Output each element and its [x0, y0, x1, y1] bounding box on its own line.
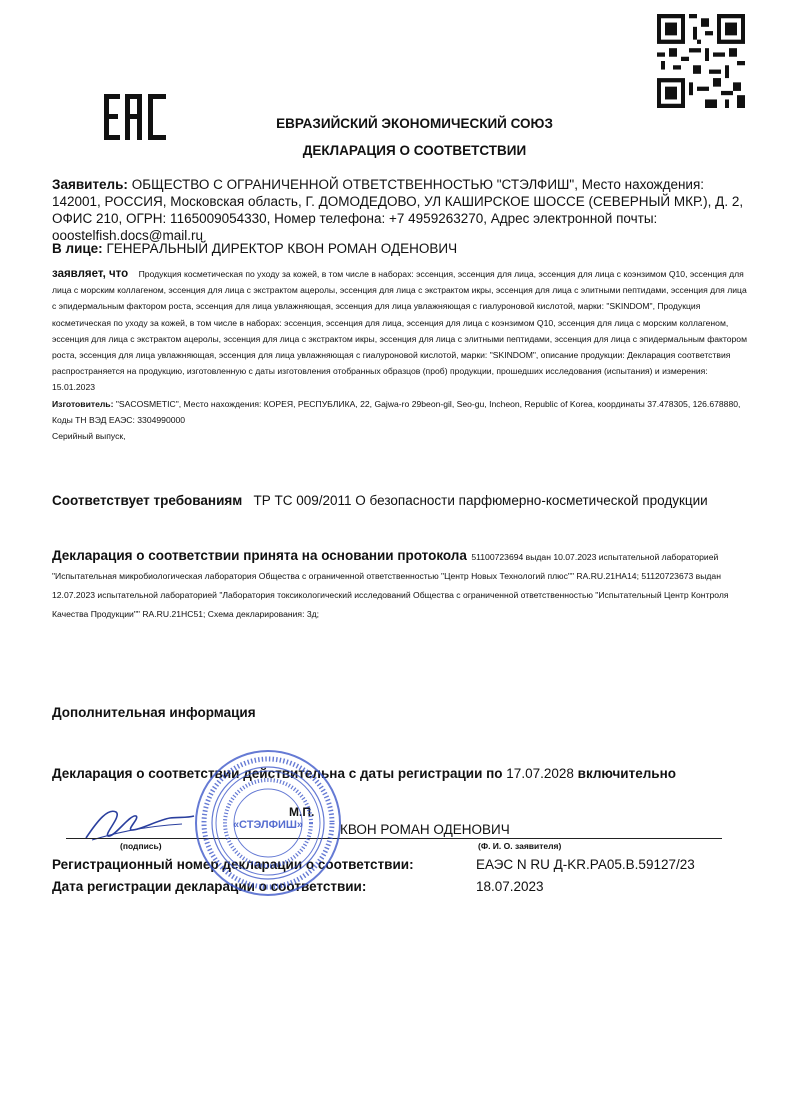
applicant-block	[52, 176, 752, 244]
applicant-label: Заявитель:	[52, 177, 128, 192]
company-stamp	[193, 748, 343, 898]
conformity-label: Соответствует требованиям	[52, 493, 243, 508]
basis-label: Декларация о соответствии принята на основании протокола	[52, 548, 467, 563]
manufacturer-text: "SACOSMETIC", Место нахождения: КОРЕЯ, РЕСПУБЛИКА, 22, Gajwa-ro 29beon-gil, Seo-gu, Incheon, Republic of Korea, координаты 37.478305, 126.678880,	[115, 398, 741, 409]
seal-placeholder-label: М.П.	[289, 805, 315, 819]
document-title: ДЕКЛАРАЦИЯ О СООТВЕТСТВИИ	[302, 143, 527, 158]
validity-date: 17.07.2028	[506, 766, 574, 781]
series-type: Серийный выпуск,	[52, 431, 126, 442]
basis-block	[52, 547, 752, 623]
validity-suffix: включительно	[577, 766, 676, 781]
declares-block	[52, 266, 752, 444]
additional-info-heading: Дополнительная информация	[52, 705, 256, 720]
registration-date-label: Дата регистрации декларации о соответствии:	[52, 879, 367, 894]
registration-number: ЕАЭС N RU Д-KR.РА05.В.59127/23	[476, 857, 695, 872]
customs-codes: Коды ТН ВЭД ЕАЭС: 3304990000	[52, 414, 186, 425]
person-label: В лице:	[52, 241, 103, 256]
registration-date: 18.07.2023	[476, 879, 544, 894]
stamp-center-text: «СТЭЛФИШ»	[232, 819, 304, 831]
applicant-text: ОБЩЕСТВО С ОГРАНИЧЕННОЙ ОТВЕТСТВЕННОСТЬЮ "СТЭЛФИШ", Место нахождения: 142001, РОССИЯ, Московская область, Г. ДОМОДЕДОВО, УЛ КАШИРСКОЕ ШОССЕ (СЕВЕРНЫЙ МКР.), Д. 2, ОФИС 210, ОГРН: 1165009054330, Номер телефона: +7 4959263270, Адрес электронной почты: ooostelfish.docs@mail.ru	[52, 177, 744, 243]
validity-block	[52, 766, 772, 781]
signature-line	[66, 838, 722, 839]
signature-caption: (подпись)	[120, 841, 162, 851]
name-caption: (Ф. И. О. заявителя)	[478, 841, 562, 851]
registration-number-label: Регистрационный номер декларации о соответствии:	[52, 857, 414, 872]
validity-label: Декларация о соответствии действительна с даты регистрации по	[52, 766, 503, 781]
union-name: ЕВРАЗИЙСКИЙ ЭКОНОМИЧЕСКИЙ СОЮЗ	[276, 116, 553, 131]
signer-name: КВОН РОМАН ОДЕНОВИЧ	[340, 822, 510, 837]
manufacturer-label: Изготовитель:	[52, 398, 114, 409]
qr-code	[657, 14, 745, 108]
conformity-block	[52, 492, 752, 509]
basis-text: 51100723694 выдан 10.07.2023 испытательной лабораторией "Испытательная микробиологическая лаборатория Общества с ограниченной ответственностью "Центр Новых Технологий плюс"" RA.RU.21HA14; 51120723673 выдан 12.07.2023 испытательной лабораторией "Лаборатория токсикологический исследований Общества с ограниченной ответственностью "Испытательный Центр Контроля Качества Продукции"" RA.RU.21HC51; Схема декларирования: 3д;	[52, 552, 729, 619]
person-block	[52, 240, 752, 257]
person-text: ГЕНЕРАЛЬНЫЙ ДИРЕКТОР КВОН РОМАН ОДЕНОВИЧ	[106, 241, 458, 256]
conformity-text: ТР ТС 009/2011 О безопасности парфюмерно-косметической продукции	[253, 493, 708, 508]
product-description: Продукция косметическая по уходу за кожей, в том числе в наборах: эссенция, эссенция для лица, эссенция для лица с коэнзимом Q10, эссенция для лица с морским коллагеном, эссенция для лица с экстрактом ацеролы, эссенция для лица с экстрактом икры, эссенция для лица с элитными пептидами, эссенция для лица с эпидермальным фактором роста, эссенция для лица увлажняющая, эссенция для лица увлажняющая с гиалуроновой кислотой, марки: "SKINDOM", Продукция косметическая по уходу за кожей, в том числе в наборах: эссенция, эссенция для лица, эссенция для лица с коэнзимом Q10, эссенция для лица с морским коллагеном, эссенция для лица с экстрактом ацеролы, эссенция для лица с экстрактом икры, эссенция для лица с элитными пептидами, эссенция для лица с эпидермальным фактором роста, эссенция для лица увлажняющая, эссенция для лица увлажняющая с гиалуроновой кислотой, марки: "SKINDOM", описание продукции: Декларация соответствия распространяется на продукцию, изготовленную с даты изготовления отобранных образцов (проб) продукции, прошедших исследования (испытания) и измерения: 15.01.2023	[52, 269, 747, 393]
handwritten-signature	[78, 800, 198, 846]
declares-label: заявляет, что	[52, 268, 129, 280]
